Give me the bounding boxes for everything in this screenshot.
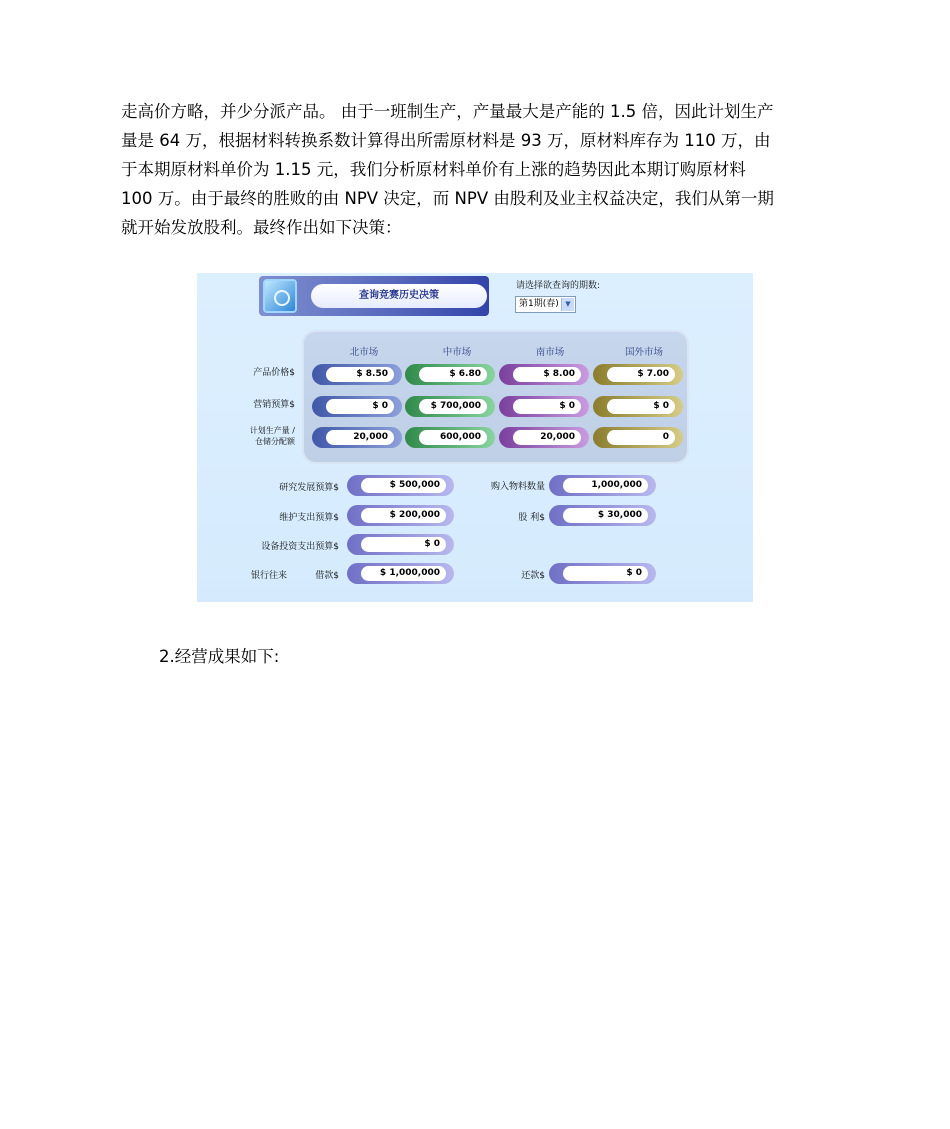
paragraph-line: 100 万。由于最终的胜败的由 NPV 决定，而 NPV 由股利及业主权益决定，我们从第一期 (121, 189, 774, 208)
equipment-budget-value: $ 0 (361, 537, 446, 552)
repay-value: $ 0 (563, 566, 648, 581)
panel-title: 查询竞赛历史决策 (311, 284, 487, 308)
equipment-budget-field[interactable] (347, 534, 454, 555)
production-central-value: 600,000 (419, 430, 487, 445)
production-north-value: 20,000 (326, 430, 394, 445)
marketing-south-field[interactable] (499, 396, 589, 417)
paragraph-line: 走高价方略，并少分派产品。 由于一班制生产，产量最大是产能的 1.5 倍，因此计划生产 (121, 102, 774, 121)
borrow-label: 借款$ (315, 571, 339, 581)
dividend-label: 股 利$ (518, 513, 545, 523)
rd-budget-field[interactable] (347, 475, 454, 496)
repay-label: 还款$ (521, 571, 545, 581)
period-label: 请选择欲查询的期数: (516, 281, 601, 291)
globe-icon (263, 279, 297, 313)
price-north-value: $ 8.50 (326, 367, 394, 382)
rd-budget-label: 研究发展预算$ (279, 483, 339, 493)
price-central-field[interactable] (405, 364, 495, 385)
marketing-central-field[interactable] (405, 396, 495, 417)
maintenance-budget-label: 维护支出预算$ (279, 513, 339, 523)
price-south-field[interactable] (499, 364, 589, 385)
paragraph-line: 量是 64 万，根据材料转换系数计算得出所需原材料是 93 万，原材料库存为 110 万，由 (121, 131, 771, 150)
market-header-foreign: 国外市场 (624, 347, 663, 358)
row-label-production (225, 425, 295, 447)
borrow-value: $ 1,000,000 (361, 566, 446, 581)
bank-label: 银行往来 (251, 571, 288, 581)
price-foreign-value: $ 7.00 (607, 367, 675, 382)
decision-history-panel (197, 273, 753, 602)
maintenance-budget-field[interactable] (347, 505, 454, 526)
rd-budget-value: $ 500,000 (361, 478, 446, 493)
production-central-field[interactable] (405, 427, 495, 448)
production-foreign-value: 0 (607, 430, 675, 445)
purchase-qty-field[interactable] (549, 475, 656, 496)
body-paragraph (121, 97, 831, 242)
price-north-field[interactable] (312, 364, 402, 385)
period-selected-value: 第1期(春) (519, 299, 559, 309)
row-label-price: 产品价格$ (253, 368, 295, 378)
production-south-value: 20,000 (513, 430, 581, 445)
row-label-production-line2: 仓储分配额 (255, 437, 295, 446)
marketing-north-field[interactable] (312, 396, 402, 417)
price-south-value: $ 8.00 (513, 367, 581, 382)
borrow-field[interactable] (347, 563, 454, 584)
repay-field[interactable] (549, 563, 656, 584)
row-label-production-line1: 计划生产量 / (249, 426, 295, 435)
row-label-marketing: 营销预算$ (253, 400, 295, 410)
chevron-down-icon[interactable]: ▼ (561, 298, 574, 311)
production-foreign-field[interactable] (593, 427, 683, 448)
marketing-north-value: $ 0 (326, 399, 394, 414)
paragraph-line: 就开始发放股利。最终作出如下决策： (121, 218, 402, 237)
marketing-central-value: $ 700,000 (419, 399, 487, 414)
purchase-qty-value: 1,000,000 (563, 478, 648, 493)
period-select[interactable] (515, 296, 576, 313)
panel-banner (259, 276, 489, 316)
marketing-foreign-value: $ 0 (607, 399, 675, 414)
equipment-budget-label: 设备投资支出预算$ (261, 542, 339, 552)
marketing-south-value: $ 0 (513, 399, 581, 414)
market-header-central: 中市场 (442, 347, 472, 358)
dividend-value: $ 30,000 (563, 508, 648, 523)
market-header-north: 北市场 (349, 347, 379, 358)
maintenance-budget-value: $ 200,000 (361, 508, 446, 523)
marketing-foreign-field[interactable] (593, 396, 683, 417)
price-foreign-field[interactable] (593, 364, 683, 385)
paragraph-line: 于本期原材料单价为 1.15 元，我们分析原材料单价有上涨的趋势因此本期订购原材料 (121, 160, 746, 179)
market-header-south: 南市场 (535, 347, 565, 358)
production-north-field[interactable] (312, 427, 402, 448)
dividend-field[interactable] (549, 505, 656, 526)
section-heading: 2.经营成果如下: (159, 647, 280, 666)
production-south-field[interactable] (499, 427, 589, 448)
price-central-value: $ 6.80 (419, 367, 487, 382)
purchase-qty-label: 购入物料数量 (490, 482, 545, 492)
